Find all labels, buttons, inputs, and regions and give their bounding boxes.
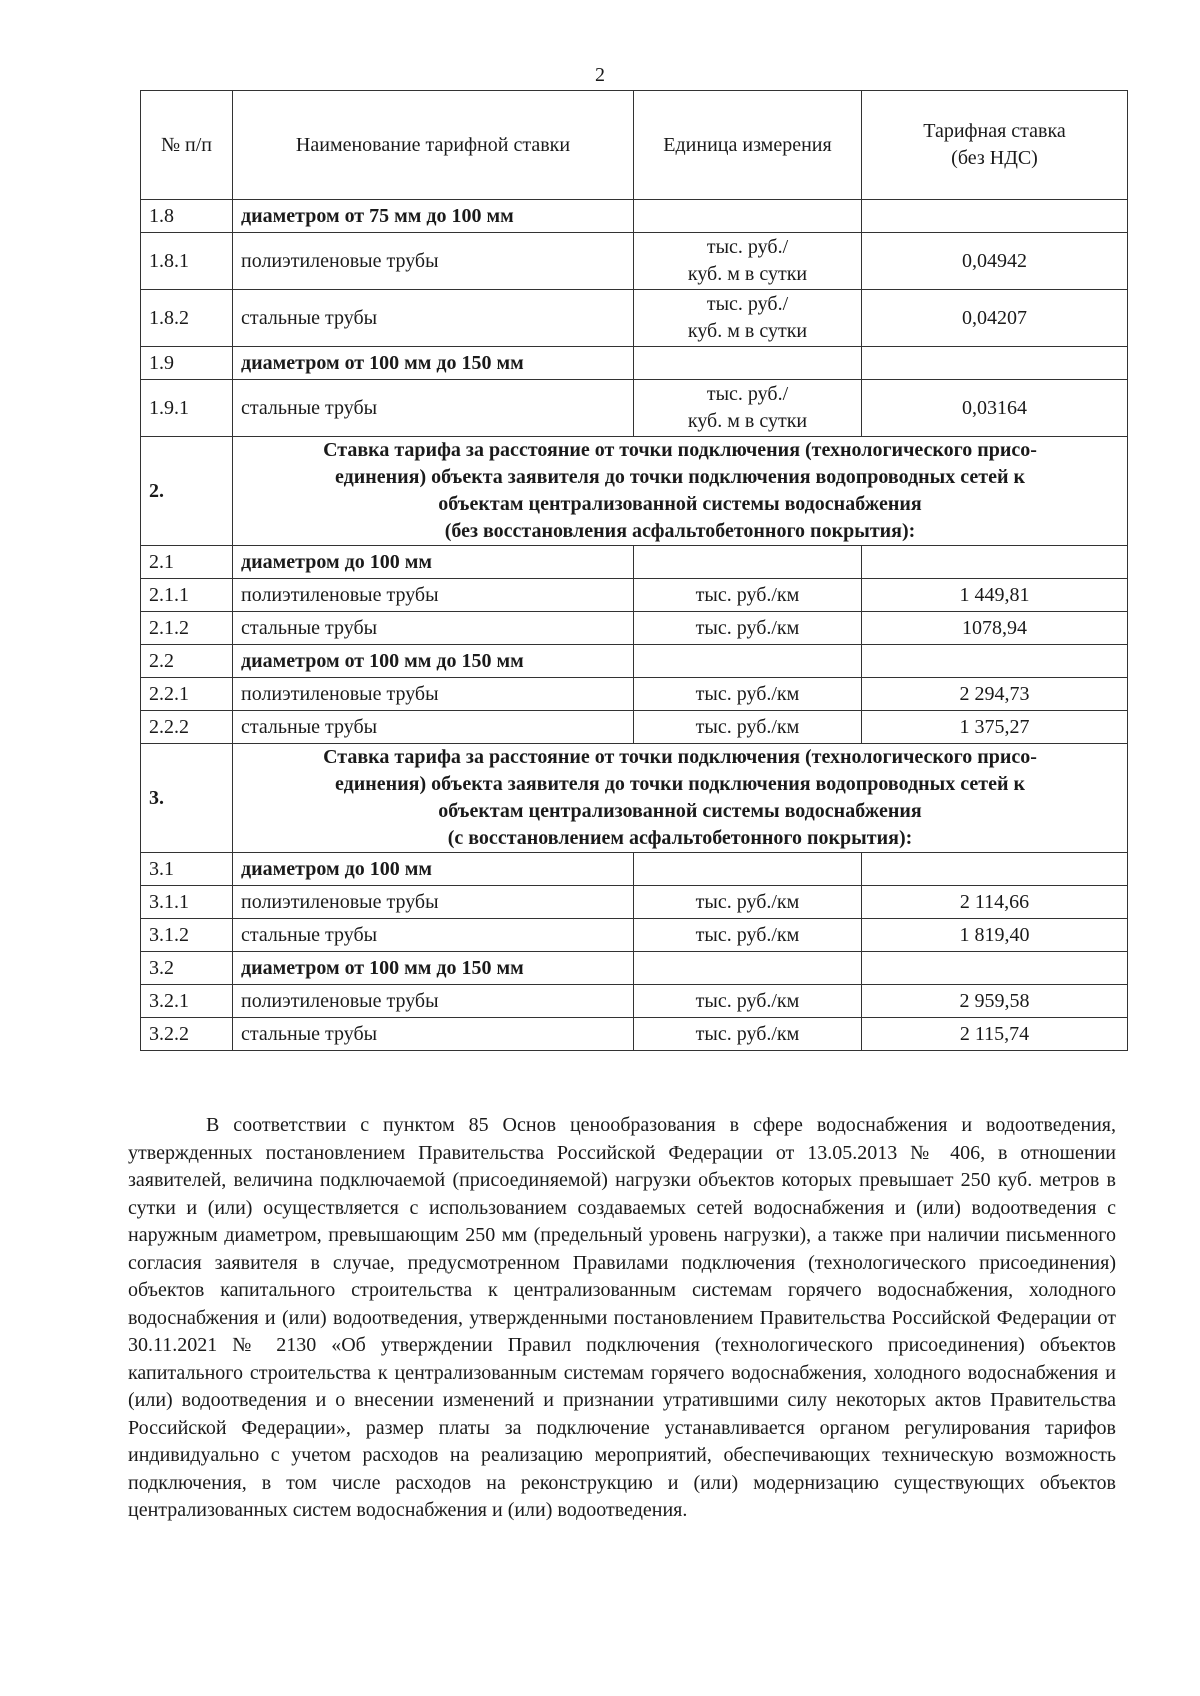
- section-title: [233, 437, 1128, 546]
- header-rate: [862, 91, 1128, 200]
- section-title-line: единения) объекта заявителя до точки подключения водопроводных сетей к: [334, 466, 1026, 488]
- row-rate: [862, 546, 1128, 579]
- unit-line2: куб. м в сутки: [687, 263, 808, 285]
- row-rate: [862, 645, 1128, 678]
- row-unit: тыс. руб./км: [634, 711, 862, 744]
- row-num: 2.1.2: [141, 612, 233, 645]
- row-unit: [634, 347, 862, 380]
- header-rate-line1: Тарифная ставка: [923, 120, 1066, 142]
- row-unit: [634, 290, 862, 347]
- unit-line2: куб. м в сутки: [687, 320, 808, 342]
- section-title-line: (без восстановления асфальтобетонного покрытия):: [444, 520, 916, 542]
- row-rate: 1 819,40: [862, 919, 1128, 952]
- row-name: диаметром от 100 мм до 150 мм: [233, 952, 634, 985]
- row-name: полиэтиленовые трубы: [233, 886, 634, 919]
- page-number: 2: [595, 64, 605, 86]
- header-unit: Единица измерения: [634, 91, 862, 200]
- section-row: [141, 744, 1128, 853]
- row-name: стальные трубы: [233, 919, 634, 952]
- unit-line2: куб. м в сутки: [687, 410, 808, 432]
- row-rate: 2 294,73: [862, 678, 1128, 711]
- row-rate: 0,04942: [862, 233, 1128, 290]
- header-rate-line2: (без НДС): [951, 147, 1038, 169]
- table-row: [141, 711, 1128, 744]
- table-row: [141, 678, 1128, 711]
- row-name: стальные трубы: [233, 1018, 634, 1051]
- row-name: диаметром от 75 мм до 100 мм: [233, 200, 634, 233]
- row-rate: [862, 952, 1128, 985]
- row-name: полиэтиленовые трубы: [233, 678, 634, 711]
- row-rate: 2 114,66: [862, 886, 1128, 919]
- row-name: диаметром от 100 мм до 150 мм: [233, 347, 634, 380]
- section-title: [233, 744, 1128, 853]
- row-name: полиэтиленовые трубы: [233, 233, 634, 290]
- section-title-line: единения) объекта заявителя до точки подключения водопроводных сетей к: [334, 773, 1026, 795]
- row-name: диаметром до 100 мм: [233, 546, 634, 579]
- section-title-line: объектам централизованной системы водоснабжения: [438, 800, 922, 822]
- table-row: [141, 347, 1128, 380]
- section-title-line: Ставка тарифа за расстояние от точки подключения (технологического присо-: [323, 746, 1037, 768]
- tariff-table: [140, 90, 1128, 1051]
- section-title-line: объектам централизованной системы водоснабжения: [438, 493, 922, 515]
- body-paragraph: В соответствии с пунктом 85 Основ ценообразования в сфере водоснабжения и водоотведения, утвержденных постановлением Правительства Российской Федерации от 13.05.2013 № 406, в отношении заявителей, величина подключаемой (присоединяемой) нагрузки объектов которых превышает 250 куб. метров в сутки и (или) осуществляется с использованием создаваемых сетей водоснабжения и (или) водоотведения с наружным диаметром, превышающим 250 мм (предельный уровень нагрузки), а также при наличии письменного согласия заявителя в случае, предусмотренном Правилами подключения (технологического присоединения) объектов капитального строительства к централизованным системам горячего водоснабжения, холодного водоснабжения и (или) водоотведения, утвержденными постановлением Правительства Российской Федерации от 30.11.2021 № 2130 «Об утверждении Правил подключения (технологического присоединения) объектов капитального строительства к централизованным системам горячего водоснабжения, холодного водоснабжения и (или) водоотведения и о внесении изменений и признании утратившими силу некоторых актов Правительства Российской Федерации», размер платы за подключение устанавливается органом регулирования тарифов индивидуально с учетом расходов на реализацию мероприятий, обеспечивающих техническую возможность подключения, в том числе расходов на реконструкцию и (или) модернизацию существующих объектов централизованных систем водоснабжения и (или) водоотведения.: [128, 1114, 1116, 1521]
- row-unit: [634, 380, 862, 437]
- row-name: стальные трубы: [233, 711, 634, 744]
- row-num: 2.2: [141, 645, 233, 678]
- row-name: полиэтиленовые трубы: [233, 985, 634, 1018]
- row-num: 3.2.2: [141, 1018, 233, 1051]
- row-unit: тыс. руб./км: [634, 919, 862, 952]
- row-num: 2.1.1: [141, 579, 233, 612]
- row-unit: тыс. руб./км: [634, 886, 862, 919]
- row-num: 3.1: [141, 853, 233, 886]
- table-row: [141, 579, 1128, 612]
- row-unit: [634, 233, 862, 290]
- row-unit: [634, 952, 862, 985]
- row-num: 3.1.2: [141, 919, 233, 952]
- table-row: [141, 886, 1128, 919]
- table-row: [141, 919, 1128, 952]
- row-num: 2.2.2: [141, 711, 233, 744]
- row-num: 3.2: [141, 952, 233, 985]
- row-name: стальные трубы: [233, 290, 634, 347]
- table-row: [141, 290, 1128, 347]
- row-num: 1.8.2: [141, 290, 233, 347]
- table-row: [141, 1018, 1128, 1051]
- header-num: № п/п: [141, 91, 233, 200]
- header-name: Наименование тарифной ставки: [233, 91, 634, 200]
- row-num: 1.9: [141, 347, 233, 380]
- table-row: [141, 380, 1128, 437]
- table-row: [141, 200, 1128, 233]
- row-unit: [634, 853, 862, 886]
- row-unit: [634, 645, 862, 678]
- row-rate: 2 115,74: [862, 1018, 1128, 1051]
- row-unit: [634, 546, 862, 579]
- row-rate: 1 375,27: [862, 711, 1128, 744]
- row-unit: тыс. руб./км: [634, 985, 862, 1018]
- row-name: диаметром от 100 мм до 150 мм: [233, 645, 634, 678]
- row-num: 2.2.1: [141, 678, 233, 711]
- row-rate: [862, 347, 1128, 380]
- row-name: диаметром до 100 мм: [233, 853, 634, 886]
- row-rate: 0,03164: [862, 380, 1128, 437]
- unit-line1: тыс. руб./: [706, 293, 789, 315]
- row-name: стальные трубы: [233, 380, 634, 437]
- row-rate: [862, 200, 1128, 233]
- table-row: [141, 612, 1128, 645]
- section-row: [141, 437, 1128, 546]
- section-num: 2.: [141, 437, 233, 546]
- row-name: стальные трубы: [233, 612, 634, 645]
- row-rate: [862, 853, 1128, 886]
- table-row: [141, 853, 1128, 886]
- row-num: 1.8.1: [141, 233, 233, 290]
- row-unit: тыс. руб./км: [634, 579, 862, 612]
- table-row: [141, 645, 1128, 678]
- row-num: 3.1.1: [141, 886, 233, 919]
- row-rate: 2 959,58: [862, 985, 1128, 1018]
- row-unit: тыс. руб./км: [634, 678, 862, 711]
- table-row: [141, 952, 1128, 985]
- row-num: 1.8: [141, 200, 233, 233]
- row-rate: 0,04207: [862, 290, 1128, 347]
- row-name: полиэтиленовые трубы: [233, 579, 634, 612]
- row-unit: тыс. руб./км: [634, 1018, 862, 1051]
- row-unit: тыс. руб./км: [634, 612, 862, 645]
- table-row: [141, 985, 1128, 1018]
- unit-line1: тыс. руб./: [706, 383, 789, 405]
- row-num: 2.1: [141, 546, 233, 579]
- table-row: [141, 546, 1128, 579]
- table-row: [141, 233, 1128, 290]
- row-rate: 1 449,81: [862, 579, 1128, 612]
- table-header-row: [141, 91, 1128, 200]
- section-title-line: (с восстановлением асфальтобетонного покрытия):: [447, 827, 913, 849]
- unit-line1: тыс. руб./: [706, 236, 789, 258]
- row-num: 1.9.1: [141, 380, 233, 437]
- row-num: 3.2.1: [141, 985, 233, 1018]
- section-title-line: Ставка тарифа за расстояние от точки подключения (технологического присо-: [323, 439, 1037, 461]
- row-unit: [634, 200, 862, 233]
- row-rate: 1078,94: [862, 612, 1128, 645]
- section-num: 3.: [141, 744, 233, 853]
